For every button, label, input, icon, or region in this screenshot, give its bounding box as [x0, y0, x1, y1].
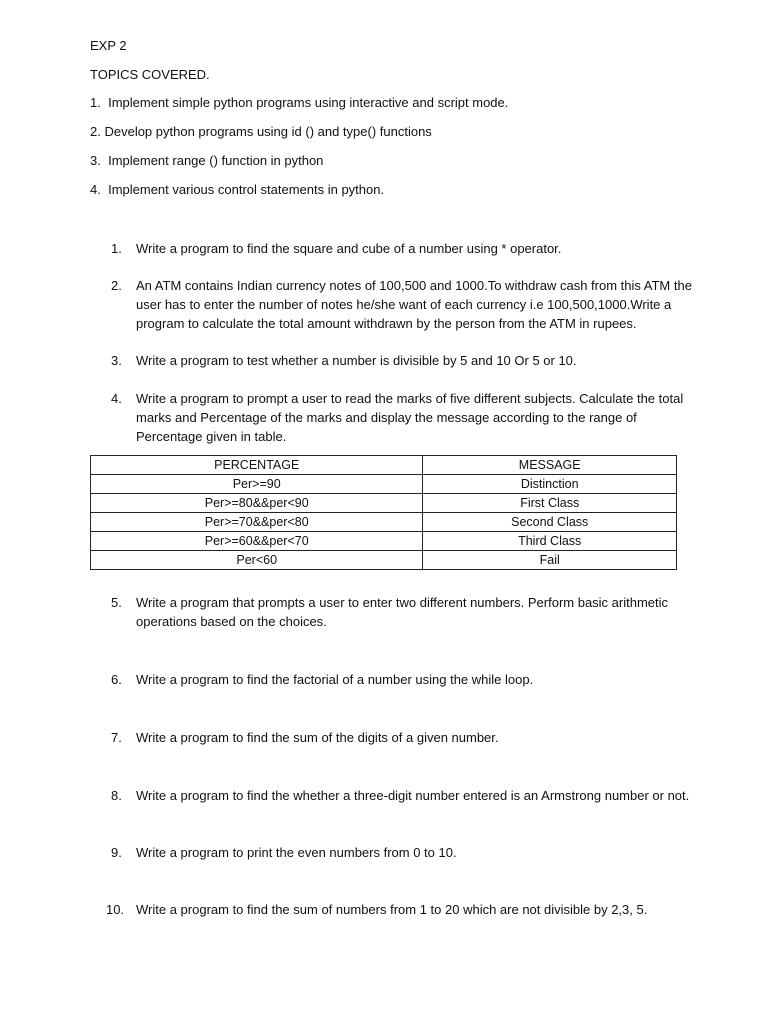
- table-row: [91, 551, 677, 570]
- topics-heading: TOPICS COVERED.: [90, 67, 210, 82]
- table-row: [91, 494, 677, 513]
- table-cell: Per<60: [91, 551, 423, 570]
- table-header-cell: MESSAGE: [423, 456, 677, 475]
- topic-item: 3. Implement range () function in python: [90, 153, 324, 168]
- exp-title: EXP 2: [90, 38, 127, 53]
- topic-item: 2. Develop python programs using id () and type() functions: [90, 124, 432, 139]
- table-cell: First Class: [423, 494, 677, 513]
- table-cell: Second Class: [423, 513, 677, 532]
- table-header-cell: PERCENTAGE: [91, 456, 423, 475]
- table-cell: Per>=90: [91, 475, 423, 494]
- table-cell: Per>=70&&per<80: [91, 513, 423, 532]
- table-cell: Third Class: [423, 532, 677, 551]
- table-cell: Distinction: [423, 475, 677, 494]
- table-cell: Fail: [423, 551, 677, 570]
- table-cell: Per>=60&&per<70: [91, 532, 423, 551]
- table-row: [91, 513, 677, 532]
- topic-item: 1. Implement simple python programs using interactive and script mode.: [90, 95, 509, 110]
- table-row: [91, 475, 677, 494]
- topic-item: 4. Implement various control statements in python.: [90, 182, 385, 197]
- table-header-row: [91, 456, 677, 475]
- table-cell: Per>=80&&per<90: [91, 494, 423, 513]
- table-row: [91, 532, 677, 551]
- percentage-table: [90, 455, 677, 570]
